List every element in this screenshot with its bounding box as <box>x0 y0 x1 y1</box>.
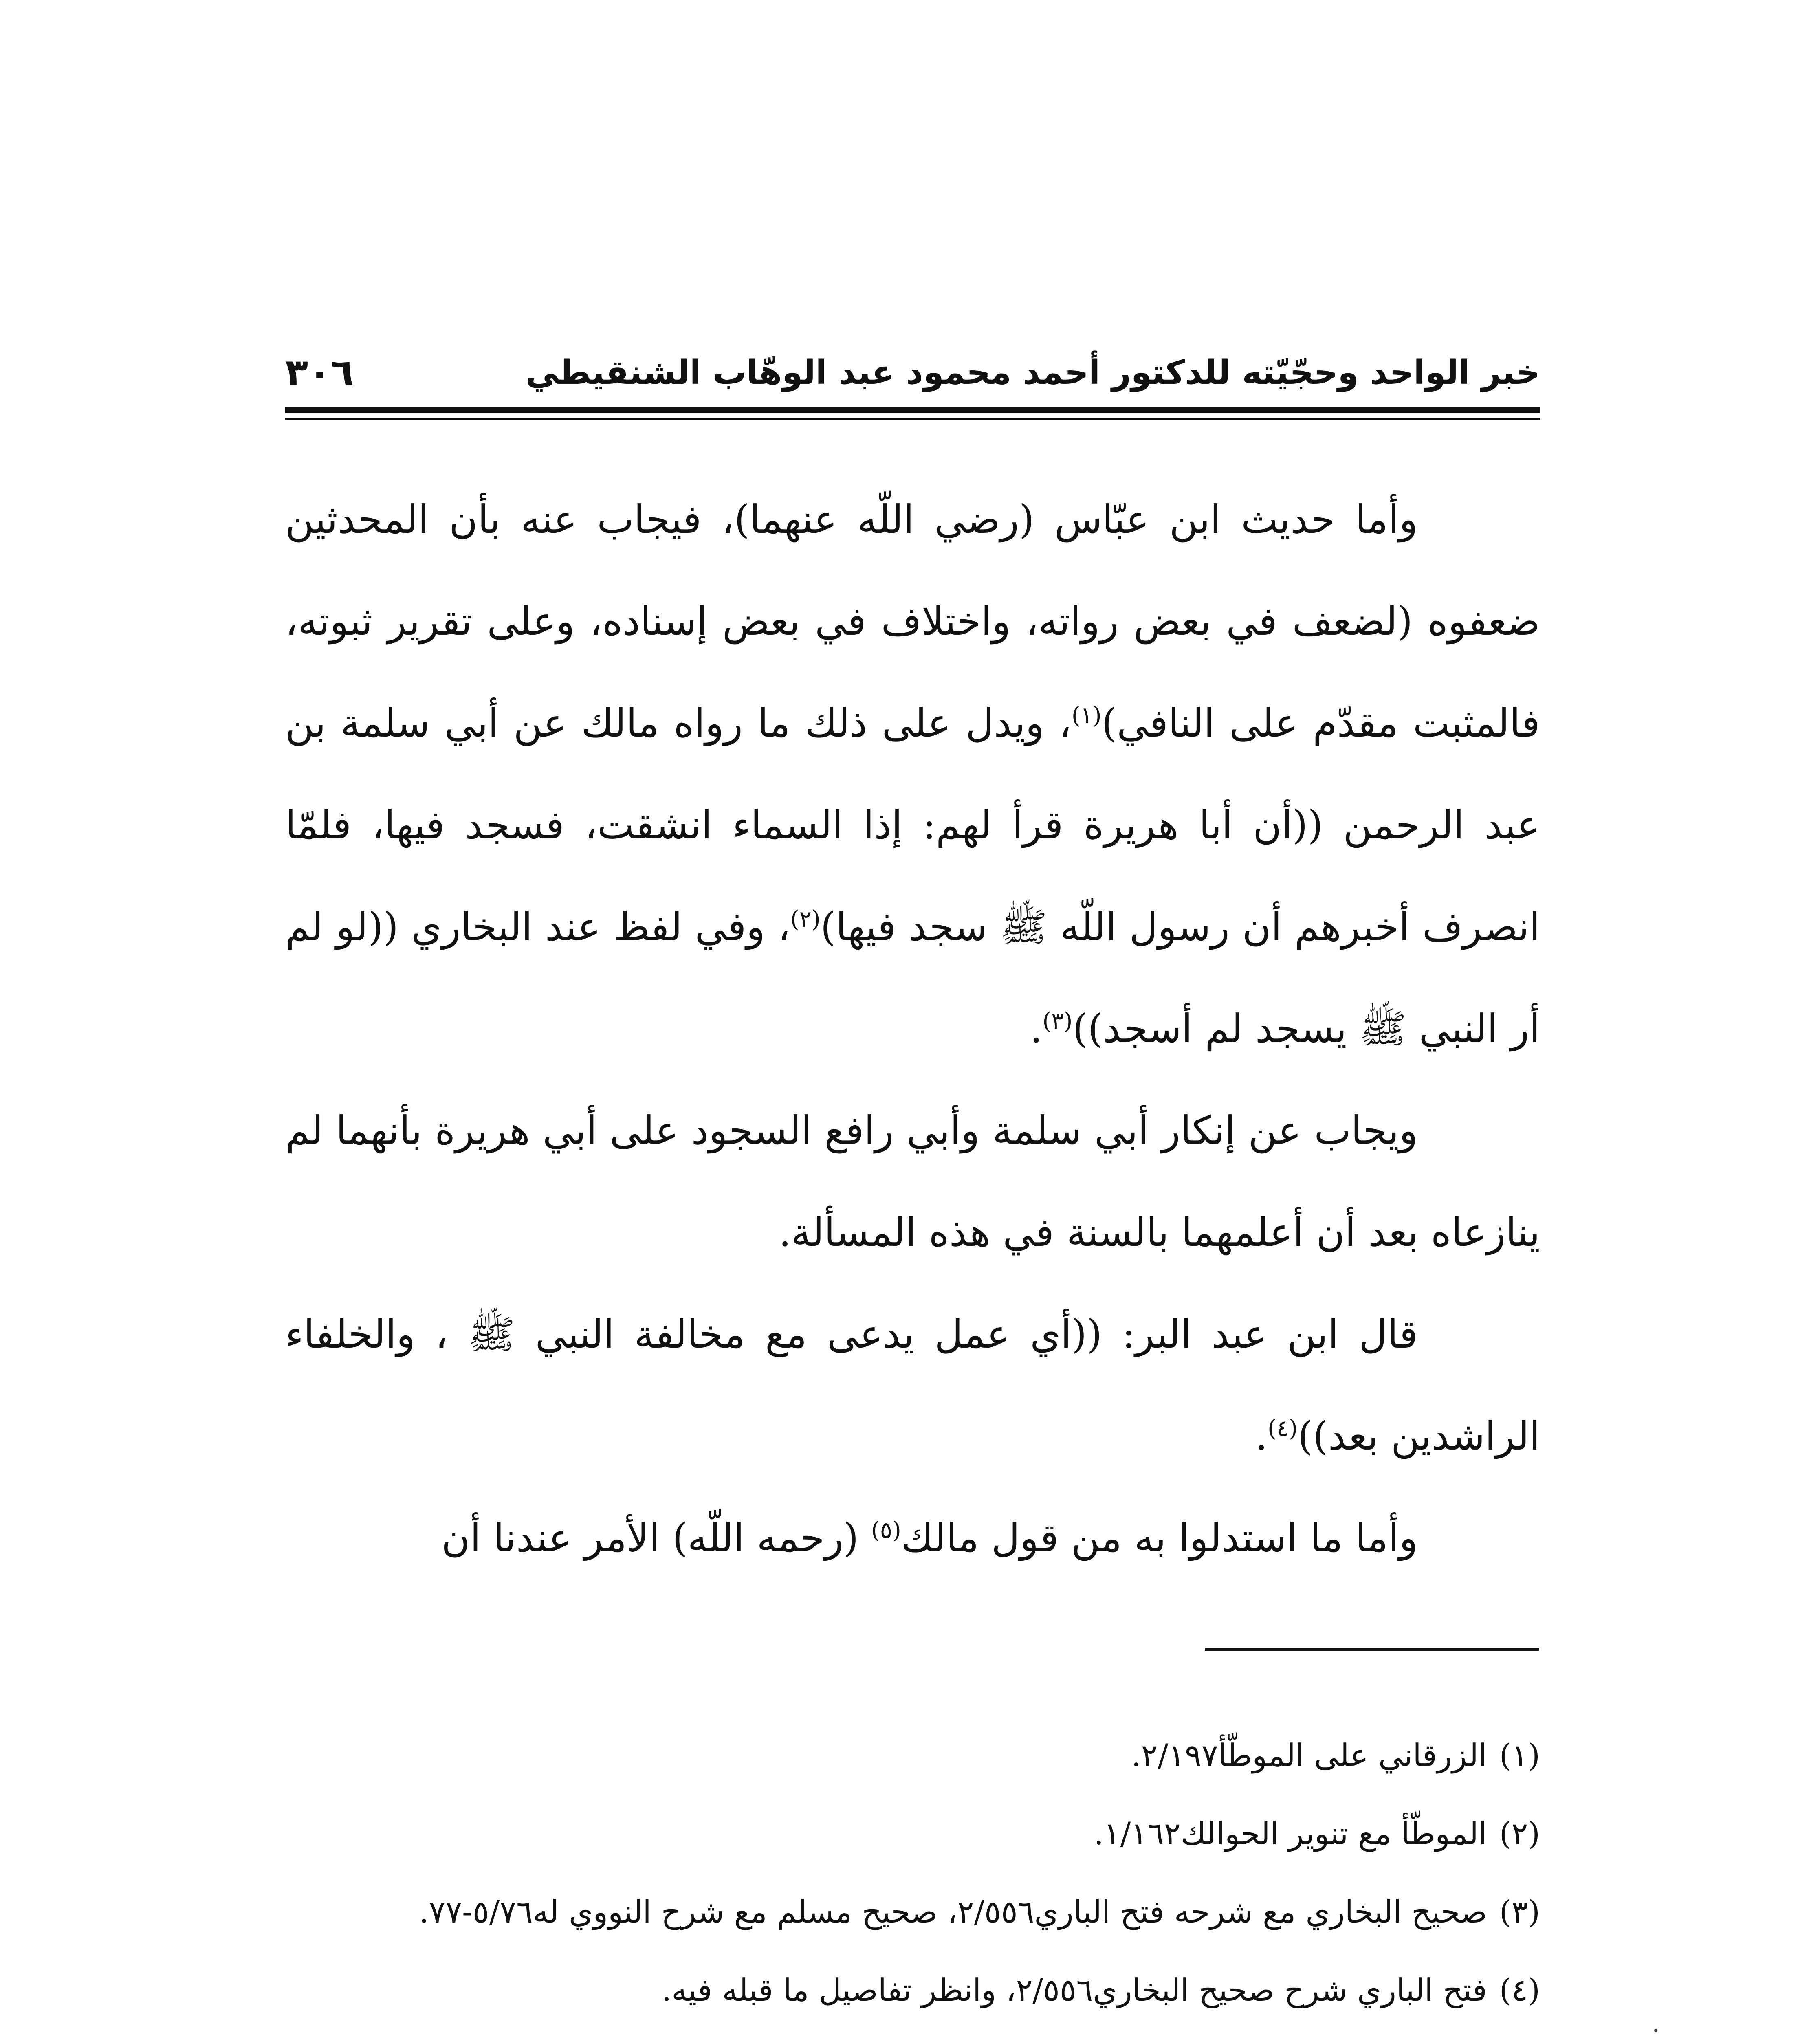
paragraph-4-text-a: وأما ما استدلوا به من قول مالك <box>901 1515 1418 1561</box>
footnote-ref-1: (١) <box>1071 702 1102 729</box>
main-text <box>285 469 1540 1589</box>
footnote-number: (٤) <box>1499 1972 1540 2008</box>
footnote-text: فتح الباري شرح صحيح البخاري٢/٥٥٦، وانظر تفاصيل ما قبله فيه. <box>662 1972 1487 2008</box>
paragraph-2: ويجاب عن إنكار أبي سلمة وأبي رافع السجود على أبي هريرة بأنهما لم ينازعاه بعد أن أعلمهما بالسنة في هذه المسألة. <box>285 1108 1540 1255</box>
footnote-ref-5: (٥) <box>871 1517 901 1544</box>
header-rule-thin <box>285 418 1540 420</box>
scan-speck <box>1654 2029 1657 2032</box>
footnote-number: (١) <box>1499 1737 1540 1773</box>
footnote-2 <box>285 1797 1540 1870</box>
running-header <box>285 346 1540 399</box>
footnote-text: صحيح البخاري مع شرحه فتح الباري٢/٥٥٦، صحيح مسلم مع شرح النووي له٥/٧٦-٧٧. <box>419 1894 1487 1930</box>
footnote-text: الموطّأ مع تنوير الحوالك١/١٦٢. <box>1094 1815 1487 1852</box>
footnote-separator <box>1205 1648 1539 1651</box>
footnote-1 <box>285 1719 1540 1792</box>
paragraph-3-text-b: . <box>1255 1413 1268 1459</box>
footnote-ref-3: (٣) <box>1042 1008 1073 1034</box>
paragraph-1-text-d: . <box>1030 1006 1043 1051</box>
paragraph-1-text-a: وأما حديث ابن عبّاس (رضي اللّه عنهما)، فيجاب عنه بأن المحدثين ضعفوه (لضعف في بعض رواته، واختلاف في بعض إسناده، وعلى تقرير ثبوته، فالمثبت مقدّم على النافي) <box>285 497 1540 746</box>
page-number: ٣٠٦ <box>285 351 354 394</box>
paragraph-3 <box>285 1283 1540 1487</box>
header-rule-thick <box>285 407 1540 413</box>
paragraph-4-text-b: (رحمه اللّه) الأمر عندنا أن <box>441 1515 871 1561</box>
footnote-ref-2: (٢) <box>790 906 821 933</box>
header-title: خبر الواحد وحجّيّته للدكتور أحمد محمود عبد الوهّاب الشنقيطي <box>525 353 1540 392</box>
paragraph-1 <box>285 469 1540 1080</box>
paragraph-1-text-b: ، ويدل على ذلك ما رواه مالك عن أبي سلمة بن عبد الرحمن ((أن أبا هريرة قرأ لهم: إذا السماء انشقت، فسجد فيها، فلمّا انصرف أخبرهم أن رسول اللّه ﷺ سجد فيها) <box>285 700 1540 950</box>
footnote-number: (٢) <box>1499 1815 1540 1852</box>
paragraph-4 <box>285 1487 1540 1589</box>
footnotes <box>285 1719 1540 2037</box>
footnote-3 <box>285 1876 1540 1948</box>
paragraph-3-text-a: قال ابن عبد البر: ((أي عمل يدعى مع مخالفة النبي ﷺ ، والخلفاء الراشدين بعد)) <box>285 1311 1540 1459</box>
footnote-text: الزرقاني على الموطّأ٢/١٩٧. <box>1131 1737 1487 1773</box>
footnote-number: (٣) <box>1499 1894 1540 1930</box>
footnote-4 <box>285 1954 1540 2026</box>
footnote-ref-4: (٤) <box>1268 1415 1298 1442</box>
paragraph-1-text-c: ، وفي لفظ عند البخاري ((لو لم أر النبي ﷺ يسجد لم أسجد)) <box>285 904 1540 1051</box>
footnote-5 <box>285 2032 1540 2037</box>
